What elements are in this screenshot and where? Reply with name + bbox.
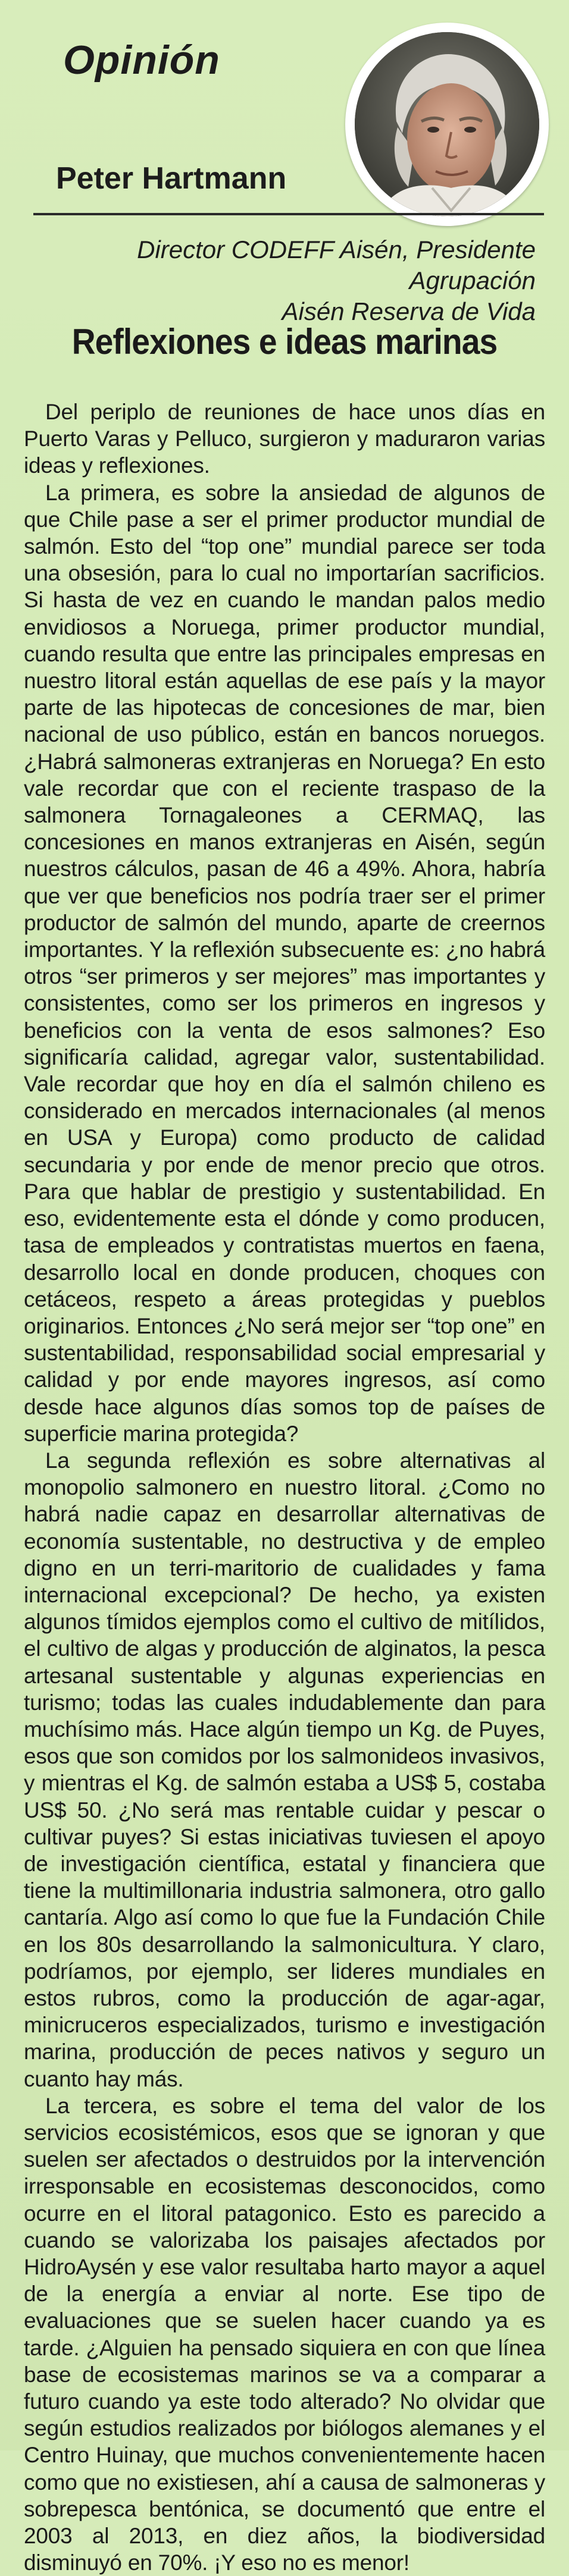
article-paragraph-3: La segunda reflexión es sobre alternativas al monopolio salmonero en nuestro litoral. ¿Como no habrá nadie capaz en desarrollar alternativas de economía sustentable, no destructiva y de empleo digno en un terri-maritorio de cualidades y fama internacional excepcional? De hecho, ya existen algunos tímidos ejemplos como el cultivo de mitílidos, el cultivo de algas y producción de alginatos, la pesca artesanal sustentable y algunas experiencias en turismo; todas las cuales indudablemente dan para muchísimo más. Hace algún tiempo un Kg. de Puyes, esos que son comidos por los salmonideos invasivos, y mientras el Kg. de salmón estaba a US$ 5, costaba US$ 50. ¿No será mas rentable cuidar y pescar o cultivar puyes? Si estas iniciativas tuviesen el apoyo de investigación científica, estatal y financiera que tiene la multimillonaria industria salmonera, otro gallo cantaría. Algo así como lo que fue la Fundación Chile en los 80s desarrollando la salmonicultura. Y claro, podríamos, por ejemplo, ser lideres mundiales en estos rubros, como la producción de agar-agar, minicruceros especializados, turismo e investigación marina, producción de peces nativos y seguro un cuanto hay más.: [24, 1448, 545, 2091]
article-paragraph-1: Del periplo de reuniones de hace unos días en Puerto Varas y Pelluco, surgieron y maduraron varias ideas y reflexiones.: [24, 400, 545, 478]
author-role: [36, 234, 536, 327]
author-role-line-1: Director CODEFF Aisén, Presidente Agrupación: [137, 236, 536, 294]
article-title: Reflexiones e ideas marinas: [71, 322, 498, 362]
author-photo: [355, 32, 539, 217]
article-paragraph-2: La primera, es sobre la ansiedad de algunos de que Chile pase a ser el primer productor mundial de salmón. Esto del “top one” mundial parece ser toda una obsesión, para lo cual no importarían sacrificios. Si hasta de vez en cuando le mandan palos medio envidiosos a Noruega, primer productor mundial, cuando resulta que entre las principales empresas en nuestro litoral están aquellas de ese país y la mayor parte de las hipotecas de concesiones de mar, bien nacional de uso público, están en bancos noruegos. ¿Habrá salmoneras extranjeras en Noruega? En esto vale recordar que con el reciente traspaso de la salmonera Tornagaleones a CERMAQ, las concesiones en manos extranjeras en Aisén, según nuestros cálculos, pasan de 46 a 49%. Ahora, habría que ver que beneficios nos podría traer ser el primer productor de salmón del mundo, aparte de creernos importantes. Y la reflexión subsecuente es: ¿no habrá otros “ser primeros y ser mejores” mas importantes y consistentes, como ser los primeros en ingresos y beneficios con la venta de esos salmones? Eso significaría calidad, agregar valor, sustentabilidad. Vale recordar que hoy en día el salmón chileno es considerado en mercados internacionales (al menos en USA y Europa) como producto de calidad secundaria y por ende de menor precio que otros. Para que hablar de prestigio y sustentabilidad. En eso, evidentemente esta el dónde y como producen, tasa de empleados y contratistas muertos en faena, desarrollo local en donde producen, choques con cetáceos, respeto a áreas protegidas y pueblos originarios. Entonces ¿No será mejor ser “top one” en sustentabilidad, responsabilidad social empresarial y calidad y por ende mayores ingresos, así como desde hace algunos días somos top de países de superficie marina protegida?: [24, 480, 545, 1446]
article-body: [24, 399, 545, 2576]
author-name: Peter Hartmann: [56, 161, 287, 196]
author-portrait-graphic: [355, 32, 539, 217]
article-paragraph-4: La tercera, es sobre el tema del valor de los servicios ecosistémicos, esos que se ignoran y que suelen ser afectados o destruidos por la intervención irresponsable en ecosistemas desconocidos, como ocurre en el litoral patagonico. Esto es parecido a cuando se valorizaba los paisajes afectados por HidroAysén y ese valor resultaba harto mayor a aquel de la energía a enviar al norte. Ese tipo de evaluaciones que se suelen hacer cuando ya es tarde. ¿Alguien ha pensado siquiera en con que línea base de ecosistemas marinos se va a comparar a futuro cuando ya este todo alterado? No olvidar que según estudios realizados por biólogos alemanes y el Centro Huinay, que muchos convenientemente hacen como que no existiesen, ahí a causa de salmoneras y sobrepesca bentónica, se documentó que entre el 2003 al 2013, en diez años, la biodiversidad disminuyó en 70%. ¡Y eso no es menor!: [24, 2093, 545, 2575]
header-divider: [33, 213, 544, 215]
section-label: Opinión: [63, 37, 220, 83]
author-role-line-2: Aisén Reserva de Vida: [282, 297, 536, 325]
